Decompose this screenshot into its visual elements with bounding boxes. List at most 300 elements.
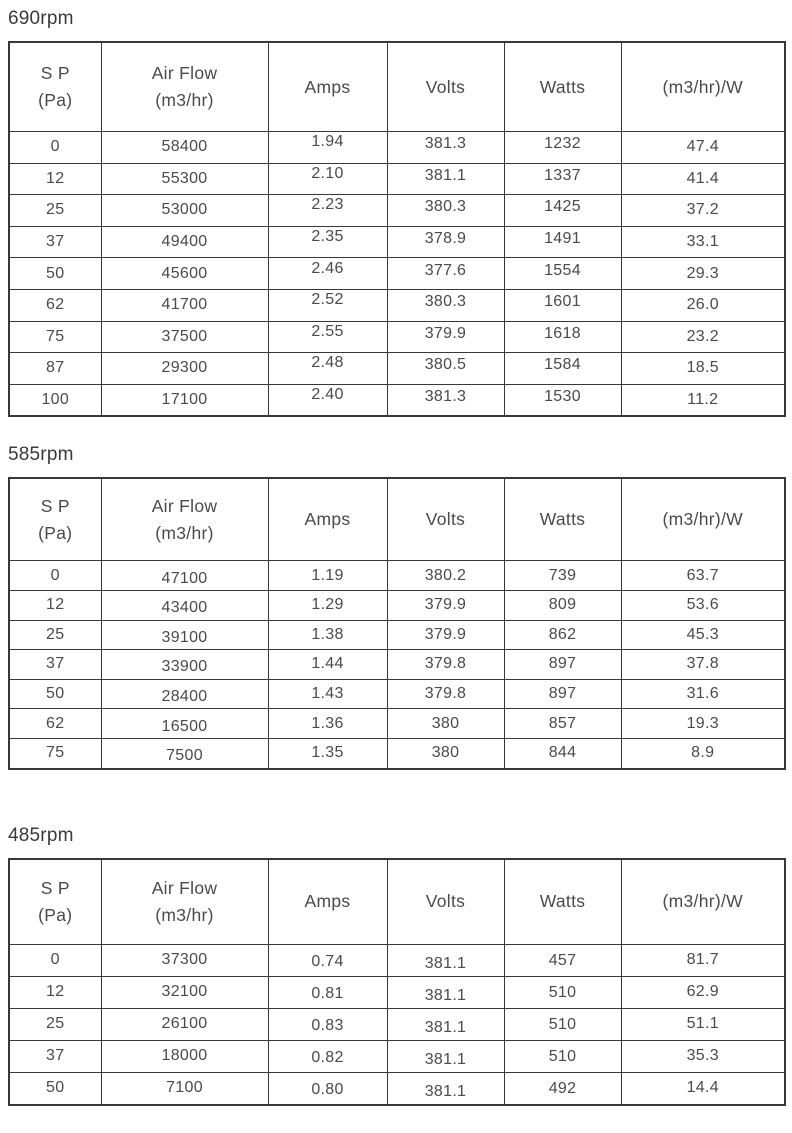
column-header-line1: Watts xyxy=(539,76,586,97)
cell-value: 2.35 xyxy=(311,228,344,246)
column-header xyxy=(101,859,268,945)
table-cell xyxy=(621,195,785,227)
column-header-line1: Watts xyxy=(539,509,586,530)
table-cell xyxy=(101,709,268,739)
table-cell xyxy=(101,561,268,591)
column-header xyxy=(504,42,621,132)
table-cell xyxy=(387,195,504,227)
column-header xyxy=(9,42,101,132)
cell-value: 0 xyxy=(50,951,60,968)
table-cell xyxy=(101,353,268,385)
cell-value: 18.5 xyxy=(686,359,719,377)
cell-value: 381.1 xyxy=(424,1083,467,1100)
cell-value: 510 xyxy=(548,984,577,1001)
cell-value: 87 xyxy=(46,359,65,377)
table-cell xyxy=(9,679,101,709)
cell-value: 380.5 xyxy=(424,356,467,374)
table-cell xyxy=(9,163,101,195)
table-cell xyxy=(101,1040,268,1072)
table-cell xyxy=(9,258,101,290)
cell-value: 12 xyxy=(46,983,65,1000)
table-section-485rpm xyxy=(8,825,792,1106)
cell-value: 49400 xyxy=(161,233,208,251)
table-cell xyxy=(268,132,387,164)
table-cell xyxy=(268,195,387,227)
cell-value: 25 xyxy=(46,625,65,643)
table-cell xyxy=(387,679,504,709)
table-cell xyxy=(101,289,268,321)
column-header-line1: Air Flow xyxy=(151,63,218,83)
table-cell xyxy=(504,650,621,680)
performance-table xyxy=(8,858,786,1106)
table-cell xyxy=(621,1040,785,1072)
cell-value: 62 xyxy=(46,714,65,732)
cell-value: 35.3 xyxy=(686,1047,719,1064)
tables-container xyxy=(8,8,792,1106)
cell-value: 380.3 xyxy=(424,293,467,311)
cell-value: 0.80 xyxy=(311,1081,344,1098)
table-cell xyxy=(268,709,387,739)
column-header xyxy=(621,859,785,945)
table-row xyxy=(9,944,785,976)
cell-value: 2.23 xyxy=(311,196,344,214)
table-cell xyxy=(504,1040,621,1072)
table-cell xyxy=(621,353,785,385)
cell-value: 26.0 xyxy=(686,296,719,314)
table-cell xyxy=(621,944,785,976)
table-cell xyxy=(387,163,504,195)
table-cell xyxy=(621,976,785,1008)
cell-value: 1.36 xyxy=(311,714,344,732)
cell-value: 28400 xyxy=(161,688,208,706)
table-cell xyxy=(268,353,387,385)
table-title: 585rpm xyxy=(8,444,74,466)
cell-value: 32100 xyxy=(161,983,208,1000)
cell-value: 2.52 xyxy=(311,291,344,309)
table-cell xyxy=(268,258,387,290)
cell-value: 14.4 xyxy=(686,1079,719,1096)
table-cell xyxy=(504,1072,621,1105)
table-cell xyxy=(621,738,785,768)
table-cell xyxy=(268,976,387,1008)
cell-value: 12 xyxy=(46,169,65,187)
column-header-line1: Volts xyxy=(425,891,466,911)
table-cell xyxy=(268,321,387,353)
table-row xyxy=(9,679,785,709)
cell-value: 379.8 xyxy=(424,685,467,703)
cell-value: 381.3 xyxy=(424,135,467,153)
cell-value: 25 xyxy=(46,201,65,219)
column-header-line2: (m3/hr) xyxy=(155,904,214,925)
cell-value: 37 xyxy=(46,655,65,673)
cell-value: 31.6 xyxy=(686,685,719,703)
table-row xyxy=(9,561,785,591)
cell-value: 381.3 xyxy=(424,388,467,406)
cell-value: 2.10 xyxy=(311,164,344,182)
cell-value: 379.9 xyxy=(424,324,467,342)
table-cell xyxy=(387,321,504,353)
column-header-line1: S P xyxy=(40,877,70,898)
header-row xyxy=(9,42,785,132)
table-cell xyxy=(504,679,621,709)
column-header xyxy=(387,859,504,945)
cell-value: 380.3 xyxy=(424,198,467,216)
table-cell xyxy=(101,1072,268,1105)
column-header-line2: (Pa) xyxy=(38,90,73,110)
table-cell xyxy=(621,384,785,416)
table-cell xyxy=(9,321,101,353)
table-row xyxy=(9,738,785,768)
table-cell xyxy=(387,709,504,739)
table-row xyxy=(9,590,785,620)
table-cell xyxy=(101,163,268,195)
cell-value: 26100 xyxy=(161,1015,208,1032)
cell-value: 50 xyxy=(46,264,65,282)
table-cell xyxy=(101,321,268,353)
table-cell xyxy=(387,226,504,258)
table-cell xyxy=(101,590,268,620)
table-cell xyxy=(268,679,387,709)
cell-value: 18000 xyxy=(161,1047,208,1064)
table-row xyxy=(9,976,785,1008)
table-row xyxy=(9,289,785,321)
cell-value: 510 xyxy=(548,1048,577,1065)
table-cell xyxy=(9,709,101,739)
table-row xyxy=(9,620,785,650)
table-cell xyxy=(387,132,504,164)
cell-value: 1554 xyxy=(544,261,581,279)
cell-value: 37.2 xyxy=(686,201,719,219)
cell-value: 33.1 xyxy=(686,233,719,251)
cell-value: 33900 xyxy=(161,658,208,676)
table-cell xyxy=(387,353,504,385)
table-cell xyxy=(101,226,268,258)
table-cell xyxy=(504,258,621,290)
table-title: 690rpm xyxy=(8,8,74,29)
table-cell xyxy=(9,226,101,258)
cell-value: 58400 xyxy=(161,138,208,156)
table-cell xyxy=(268,650,387,680)
table-cell xyxy=(268,1040,387,1072)
table-cell xyxy=(387,944,504,976)
cell-value: 1.44 xyxy=(311,655,344,673)
column-header-line1: (m3/hr)/W xyxy=(662,76,743,97)
table-cell xyxy=(9,1008,101,1040)
table-title: 485rpm xyxy=(8,824,74,846)
column-header xyxy=(101,478,268,561)
cell-value: 381.1 xyxy=(424,987,467,1004)
table-cell xyxy=(268,1008,387,1040)
cell-value: 0.82 xyxy=(311,1049,344,1066)
column-header xyxy=(387,478,504,561)
table-cell xyxy=(621,561,785,591)
table-cell xyxy=(387,258,504,290)
table-cell xyxy=(101,679,268,709)
cell-value: 379.9 xyxy=(424,625,467,643)
cell-value: 1425 xyxy=(544,198,581,216)
table-cell xyxy=(101,620,268,650)
column-header-line1: Amps xyxy=(304,891,351,911)
table-cell xyxy=(504,620,621,650)
column-header xyxy=(504,859,621,945)
performance-table xyxy=(8,477,786,769)
table-cell xyxy=(268,590,387,620)
table-cell xyxy=(9,976,101,1008)
cell-value: 37300 xyxy=(161,951,208,968)
performance-table xyxy=(8,41,786,417)
column-header-line1: Amps xyxy=(304,76,351,97)
cell-value: 29.3 xyxy=(686,264,719,282)
column-header xyxy=(621,42,785,132)
cell-value: 100 xyxy=(41,391,70,409)
cell-value: 844 xyxy=(548,744,577,762)
table-cell xyxy=(268,226,387,258)
cell-value: 25 xyxy=(46,1015,65,1032)
cell-value: 739 xyxy=(548,566,577,584)
table-row xyxy=(9,1040,785,1072)
column-header-line1: Amps xyxy=(304,509,351,530)
cell-value: 29300 xyxy=(161,359,208,377)
table-cell xyxy=(9,650,101,680)
table-row xyxy=(9,1072,785,1105)
cell-value: 1.29 xyxy=(311,596,344,614)
table-cell xyxy=(504,384,621,416)
cell-value: 897 xyxy=(548,685,577,703)
table-cell xyxy=(387,1008,504,1040)
cell-value: 492 xyxy=(548,1080,577,1097)
column-header xyxy=(268,859,387,945)
cell-value: 47.4 xyxy=(686,138,719,156)
cell-value: 17100 xyxy=(161,391,208,409)
table-row xyxy=(9,132,785,164)
cell-value: 50 xyxy=(46,685,65,703)
cell-value: 1530 xyxy=(544,388,581,406)
cell-value: 0.83 xyxy=(311,1017,344,1034)
column-header-line1: Watts xyxy=(539,891,586,911)
table-cell xyxy=(621,132,785,164)
column-header-line1: Volts xyxy=(425,509,466,530)
table-cell xyxy=(387,384,504,416)
cell-value: 1232 xyxy=(544,135,581,153)
header-row xyxy=(9,478,785,561)
table-cell xyxy=(504,226,621,258)
cell-value: 1584 xyxy=(544,356,581,374)
column-header-line1: Volts xyxy=(425,76,466,97)
header-row xyxy=(9,859,785,945)
cell-value: 897 xyxy=(548,655,577,673)
table-cell xyxy=(101,384,268,416)
table-cell xyxy=(9,353,101,385)
table-cell xyxy=(9,620,101,650)
cell-value: 862 xyxy=(548,625,577,643)
cell-value: 1491 xyxy=(544,230,581,248)
cell-value: 381.1 xyxy=(424,1051,467,1068)
table-cell xyxy=(621,709,785,739)
table-cell xyxy=(101,132,268,164)
cell-value: 8.9 xyxy=(691,744,715,762)
table-cell xyxy=(387,1072,504,1105)
column-header xyxy=(9,859,101,945)
cell-value: 1.43 xyxy=(311,685,344,703)
table-cell xyxy=(504,353,621,385)
table-cell xyxy=(504,738,621,768)
cell-value: 51.1 xyxy=(686,1015,719,1032)
table-row xyxy=(9,709,785,739)
column-header-line1: Air Flow xyxy=(151,495,218,516)
cell-value: 53.6 xyxy=(686,596,719,614)
table-cell xyxy=(504,590,621,620)
cell-value: 0.81 xyxy=(311,985,344,1002)
cell-value: 1618 xyxy=(544,324,581,342)
cell-value: 37 xyxy=(46,233,65,251)
table-cell xyxy=(387,976,504,1008)
table-row xyxy=(9,384,785,416)
cell-value: 2.40 xyxy=(311,386,344,404)
table-cell xyxy=(621,321,785,353)
table-cell xyxy=(268,944,387,976)
table-cell xyxy=(101,1008,268,1040)
column-header-line1: (m3/hr)/W xyxy=(662,891,743,911)
cell-value: 457 xyxy=(548,952,577,969)
table-cell xyxy=(621,620,785,650)
table-cell xyxy=(621,163,785,195)
column-header-line1: Air Flow xyxy=(151,877,218,898)
table-cell xyxy=(504,1008,621,1040)
cell-value: 37.8 xyxy=(686,655,719,673)
table-cell xyxy=(387,620,504,650)
table-cell xyxy=(268,163,387,195)
table-cell xyxy=(9,590,101,620)
cell-value: 0 xyxy=(50,138,60,156)
table-cell xyxy=(268,620,387,650)
table-cell xyxy=(101,944,268,976)
table-row xyxy=(9,195,785,227)
cell-value: 37 xyxy=(46,1047,65,1064)
cell-value: 41700 xyxy=(161,296,208,314)
cell-value: 378.9 xyxy=(424,230,467,248)
cell-value: 50 xyxy=(46,1079,65,1096)
cell-value: 81.7 xyxy=(686,951,719,968)
cell-value: 377.6 xyxy=(424,261,467,279)
cell-value: 62 xyxy=(46,296,65,314)
table-section-690rpm xyxy=(8,8,792,417)
column-header-line1: S P xyxy=(40,495,70,516)
column-header xyxy=(268,478,387,561)
cell-value: 47100 xyxy=(161,569,208,587)
table-cell xyxy=(268,1072,387,1105)
table-cell xyxy=(504,132,621,164)
table-cell xyxy=(504,944,621,976)
cell-value: 53000 xyxy=(161,201,208,219)
cell-value: 380 xyxy=(431,744,460,762)
table-cell xyxy=(504,709,621,739)
table-cell xyxy=(9,132,101,164)
cell-value: 1.35 xyxy=(311,744,344,762)
cell-value: 380 xyxy=(431,714,460,732)
table-cell xyxy=(9,289,101,321)
table-cell xyxy=(387,590,504,620)
cell-value: 75 xyxy=(46,744,65,762)
table-cell xyxy=(9,384,101,416)
table-cell xyxy=(101,195,268,227)
table-row xyxy=(9,353,785,385)
cell-value: 37500 xyxy=(161,327,208,345)
column-header-line2: (m3/hr) xyxy=(155,522,214,543)
cell-value: 62.9 xyxy=(686,983,719,1000)
cell-value: 55300 xyxy=(161,169,208,187)
table-cell xyxy=(504,289,621,321)
cell-value: 41.4 xyxy=(686,169,719,187)
table-row xyxy=(9,321,785,353)
column-header-line2: (m3/hr) xyxy=(155,90,214,110)
table-cell xyxy=(387,561,504,591)
table-cell xyxy=(621,679,785,709)
cell-value: 19.3 xyxy=(686,714,719,732)
column-header xyxy=(268,42,387,132)
table-cell xyxy=(101,976,268,1008)
cell-value: 23.2 xyxy=(686,327,719,345)
table-row xyxy=(9,1008,785,1040)
table-cell xyxy=(387,1040,504,1072)
cell-value: 2.48 xyxy=(311,354,344,372)
table-row xyxy=(9,226,785,258)
cell-value: 75 xyxy=(46,327,65,345)
table-cell xyxy=(9,561,101,591)
table-cell xyxy=(101,650,268,680)
cell-value: 1.19 xyxy=(311,566,344,584)
cell-value: 12 xyxy=(46,596,65,614)
column-header xyxy=(621,478,785,561)
cell-value: 0 xyxy=(50,566,60,584)
table-cell xyxy=(9,944,101,976)
cell-value: 1601 xyxy=(544,293,581,311)
cell-value: 379.9 xyxy=(424,596,467,614)
cell-value: 809 xyxy=(548,596,577,614)
table-section-585rpm xyxy=(8,444,792,769)
cell-value: 380.2 xyxy=(424,566,467,584)
cell-value: 11.2 xyxy=(687,391,719,409)
table-row xyxy=(9,163,785,195)
cell-value: 2.55 xyxy=(311,322,344,340)
cell-value: 381.1 xyxy=(424,1019,467,1036)
table-cell xyxy=(504,195,621,227)
cell-value: 2.46 xyxy=(311,259,344,277)
cell-value: 379.8 xyxy=(424,655,467,673)
cell-value: 45.3 xyxy=(686,625,719,643)
table-cell xyxy=(9,1040,101,1072)
table-cell xyxy=(504,561,621,591)
table-cell xyxy=(9,1072,101,1105)
table-cell xyxy=(9,195,101,227)
table-cell xyxy=(268,561,387,591)
column-header-line2: (Pa) xyxy=(38,904,73,925)
table-cell xyxy=(621,289,785,321)
cell-value: 39100 xyxy=(161,628,208,646)
cell-value: 381.1 xyxy=(424,166,467,184)
table-row xyxy=(9,650,785,680)
column-header xyxy=(9,478,101,561)
table-cell xyxy=(101,738,268,768)
table-cell xyxy=(504,321,621,353)
table-cell xyxy=(268,289,387,321)
cell-value: 7100 xyxy=(166,1079,203,1096)
table-cell xyxy=(621,258,785,290)
cell-value: 381.1 xyxy=(424,955,467,972)
cell-value: 1.38 xyxy=(311,625,344,643)
table-cell xyxy=(504,976,621,1008)
table-cell xyxy=(621,1072,785,1105)
table-cell xyxy=(387,289,504,321)
